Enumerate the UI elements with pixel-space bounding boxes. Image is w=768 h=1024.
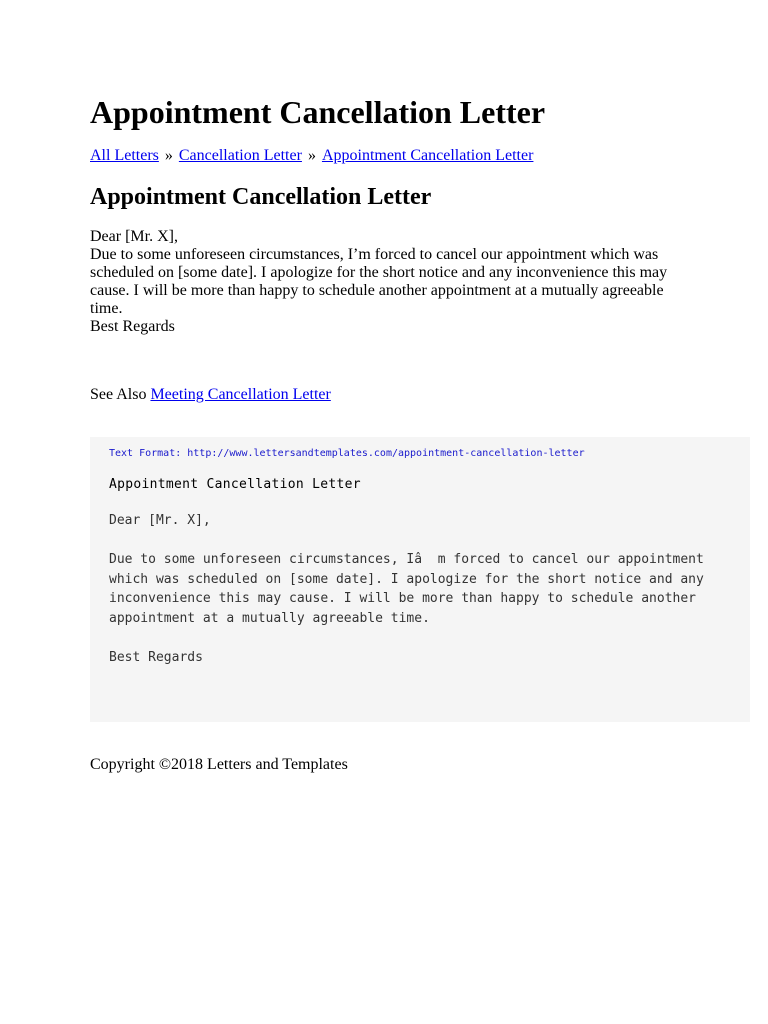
text-format-block	[90, 437, 750, 722]
breadcrumb-separator: »	[164, 147, 173, 164]
breadcrumb-link-all-letters[interactable]: All Letters	[90, 147, 159, 164]
see-also-link-meeting-cancellation-letter[interactable]: Meeting Cancellation Letter	[150, 386, 331, 403]
letter-body	[90, 228, 690, 336]
see-also-prefix: See Also	[90, 386, 147, 403]
see-also	[90, 386, 331, 404]
text-format-source-line: Text Format: http://www.lettersandtemplates.com/appointment-cancellation-letter	[109, 448, 585, 459]
breadcrumb-separator: »	[307, 147, 316, 164]
footer-copyright: Copyright ©2018 Letters and Templates	[90, 756, 348, 773]
article-title: Appointment Cancellation Letter	[90, 184, 432, 210]
text-format-content: Dear [Mr. X], Due to some unforeseen circumstances, Iâ m forced to cancel our appointment which was scheduled on [some date]. I apologize for the short notice and any inconvenience this may cause. I will be more than happy to schedule another appointment at a mutually agreeable time. Best Regards	[109, 513, 704, 665]
page-title: Appointment Cancellation Letter	[90, 94, 546, 130]
text-format-title: Appointment Cancellation Letter	[109, 477, 361, 492]
breadcrumb-link-appointment-cancellation-letter[interactable]: Appointment Cancellation Letter	[321, 147, 534, 164]
breadcrumb-link-cancellation-letter[interactable]: Cancellation Letter	[178, 147, 302, 164]
letter-salutation: Dear [Mr. X],	[90, 228, 178, 245]
breadcrumb	[90, 146, 533, 166]
letter-paragraph: Due to some unforeseen circumstances, I’m forced to cancel our appointment which was scheduled on [some date]. I apologize for the short notice and any inconvenience this may cause. I will be more than happy to schedule another appointment at a mutually agreeable time.	[90, 246, 668, 317]
letter-closing: Best Regards	[90, 318, 175, 335]
